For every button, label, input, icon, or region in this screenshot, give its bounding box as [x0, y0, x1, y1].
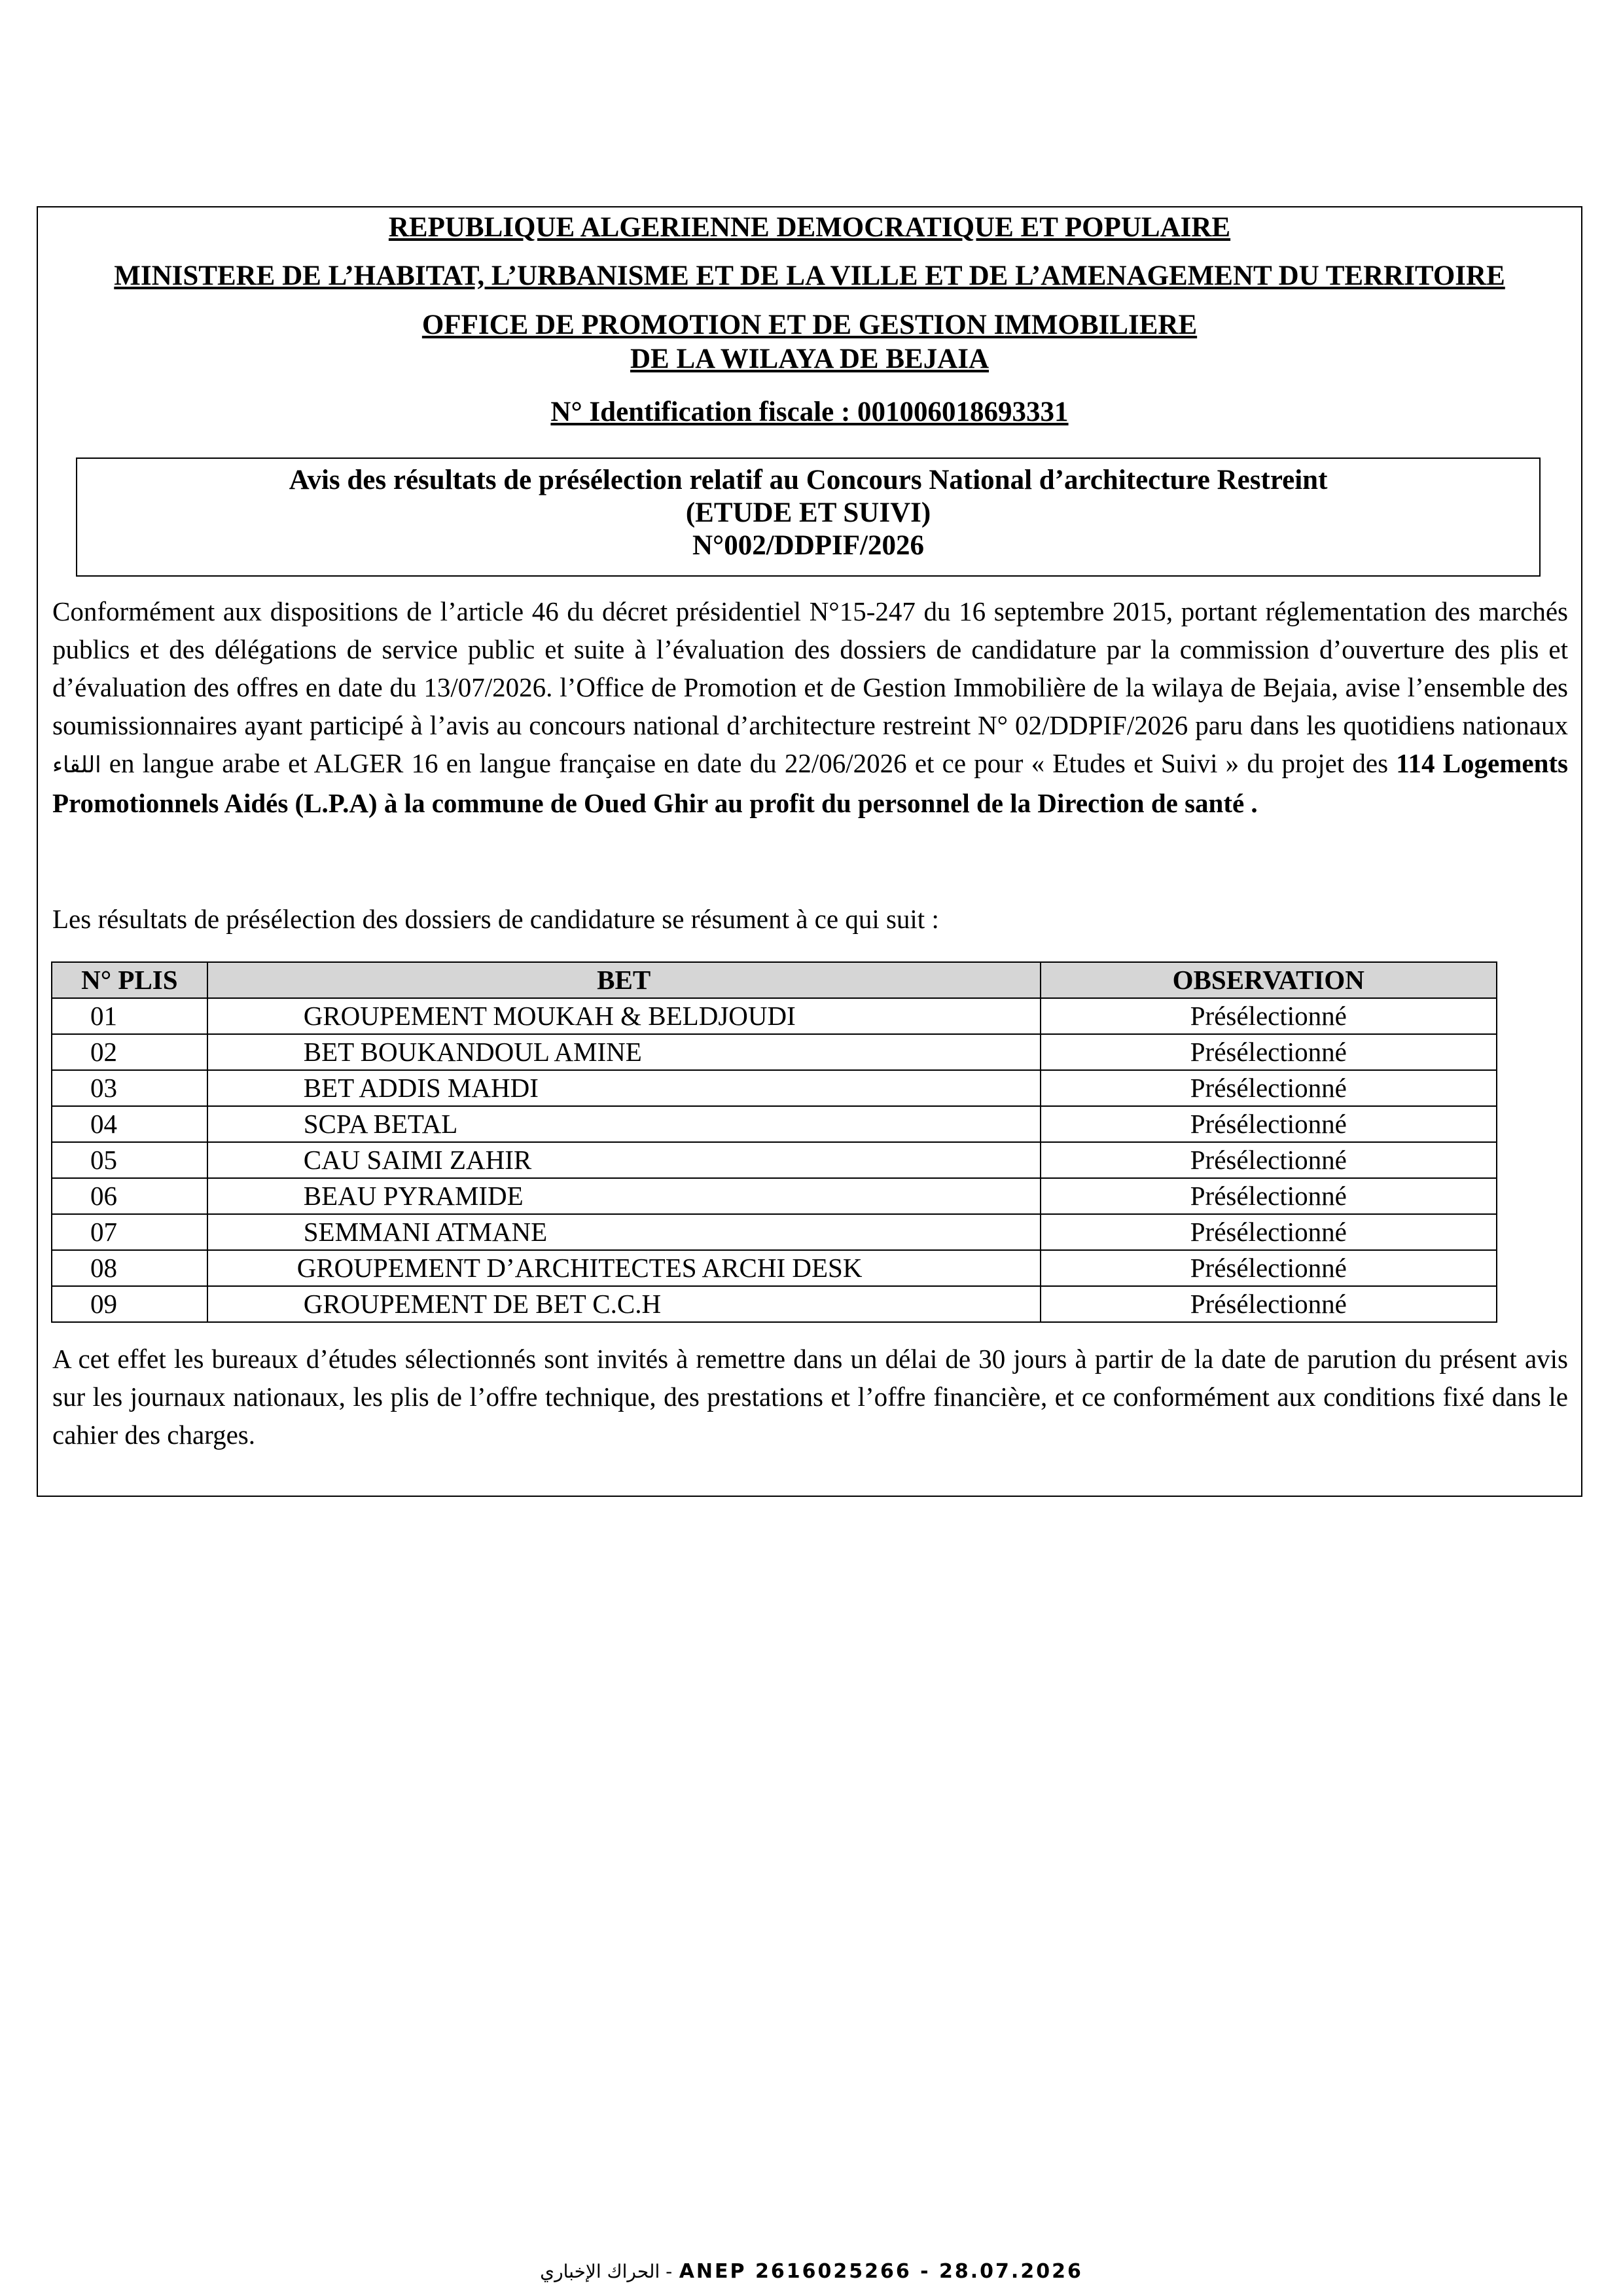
ministry-heading: MINISTERE DE L’HABITAT, L’URBANISME ET DE LA VILLE ET DE L’AMENAGEMENT DU TERRITOIRE [114, 260, 1505, 291]
bet-name: BET BOUKANDOUL AMINE [207, 1034, 1041, 1070]
plis-number: 08 [52, 1250, 207, 1286]
observation: Présélectionné [1041, 1250, 1497, 1286]
bet-name: SEMMANI ATMANE [207, 1214, 1041, 1250]
bet-name: GROUPEMENT D’ARCHITECTES ARCHI DESK [207, 1250, 1041, 1286]
col-header-plis: N° PLIS [52, 962, 207, 998]
arabic-newspaper-name: اللقاء [52, 752, 101, 778]
notice-number: N°002/DDPIF/2026 [692, 530, 924, 561]
footer-newspaper-arabic: الحراك الإخباري - [540, 2261, 673, 2282]
observation: Présélectionné [1041, 1070, 1497, 1106]
plis-number: 04 [52, 1106, 207, 1142]
col-header-observation: OBSERVATION [1041, 962, 1497, 998]
observation: Présélectionné [1041, 1286, 1497, 1322]
table-row [52, 1142, 1497, 1178]
observation: Présélectionné [1041, 998, 1497, 1034]
publication-footer [0, 2260, 1623, 2283]
intro-text-b: en langue arabe et ALGER 16 en langue française en date du 22/06/2026 et ce pour « Etudes et Suivi » du projet des [101, 748, 1397, 778]
plis-number: 05 [52, 1142, 207, 1178]
bet-name: CAU SAIMI ZAHIR [207, 1142, 1041, 1178]
office-heading-line2: DE LA WILAYA DE BEJAIA [630, 344, 990, 374]
notice-title-box [76, 457, 1541, 577]
table-row [52, 1034, 1497, 1070]
observation: Présélectionné [1041, 1142, 1497, 1178]
col-header-bet: BET [207, 962, 1041, 998]
bet-name: GROUPEMENT MOUKAH & BELDJOUDI [207, 998, 1041, 1034]
table-row [52, 1286, 1497, 1322]
table-row [52, 1106, 1497, 1142]
intro-text-a: Conformément aux dispositions de l’article 46 du décret présidentiel N°15-247 du 16 septembre 2015, portant réglementation des marchés publics et des délégations de service public et suite à l’évaluation des dossiers de candidature par la commission d’ouverture des plis et d’évaluation des offres en date du 13/07/2026. l’Office de Promotion et de Gestion Immobilière de la wilaya de Bejaia, avise l’ensemble des soumissionnaires ayant participé à l’avis au concours national d’architecture restreint N° 02/DDPIF/2026 paru dans les quotidiens nationaux [52, 596, 1568, 740]
bet-name: SCPA BETAL [207, 1106, 1041, 1142]
plis-number: 01 [52, 998, 207, 1034]
plis-number: 09 [52, 1286, 207, 1322]
observation: Présélectionné [1041, 1106, 1497, 1142]
intro-paragraph [52, 592, 1568, 822]
plis-number: 02 [52, 1034, 207, 1070]
bet-name: BET ADDIS MAHDI [207, 1070, 1041, 1106]
observation: Présélectionné [1041, 1214, 1497, 1250]
table-row [52, 1178, 1497, 1214]
table-header-row [52, 962, 1497, 998]
table-row [52, 1214, 1497, 1250]
plis-number: 03 [52, 1070, 207, 1106]
fiscal-id: N° Identification fiscale : 001006018693331 [550, 397, 1069, 427]
bet-name: BEAU PYRAMIDE [207, 1178, 1041, 1214]
results-intro: Les résultats de présélection des dossiers de candidature se résument à ce qui suit : [52, 904, 939, 934]
table-row [52, 998, 1497, 1034]
notice-title: Avis des résultats de présélection relatif au Concours National d’architecture Restreint [289, 465, 1328, 495]
closing-paragraph: A cet effet les bureaux d’études sélectionnés sont invités à remettre dans un délai de 30 jours à partir de la date de parution du présent avis sur les journaux nationaux, les plis de l’offre technique, des prestations et l’offre financière, et ce conformément aux conditions fixé dans le cahier des charges. [52, 1344, 1568, 1450]
table-row [52, 1070, 1497, 1106]
project-description: 114 Logements Promotionnels Aidés (L.P.A) à la commune de Oued Ghir au profit du personnel de la Direction de santé . [52, 748, 1569, 818]
notice-frame [37, 206, 1582, 1497]
notice-subtitle: (ETUDE ET SUIVI) [685, 497, 931, 528]
office-heading-line1: OFFICE DE PROMOTION ET DE GESTION IMMOBILIERE [421, 310, 1198, 340]
observation: Présélectionné [1041, 1178, 1497, 1214]
observation: Présélectionné [1041, 1034, 1497, 1070]
bet-name: GROUPEMENT DE BET C.C.H [207, 1286, 1041, 1322]
plis-number: 07 [52, 1214, 207, 1250]
republic-heading: REPUBLIQUE ALGERIENNE DEMOCRATIQUE ET POPULAIRE [388, 212, 1231, 243]
footer-anep-reference: ANEP 2616025266 - 28.07.2026 [679, 2260, 1083, 2283]
results-table [51, 961, 1497, 1323]
plis-number: 06 [52, 1178, 207, 1214]
table-row [52, 1250, 1497, 1286]
